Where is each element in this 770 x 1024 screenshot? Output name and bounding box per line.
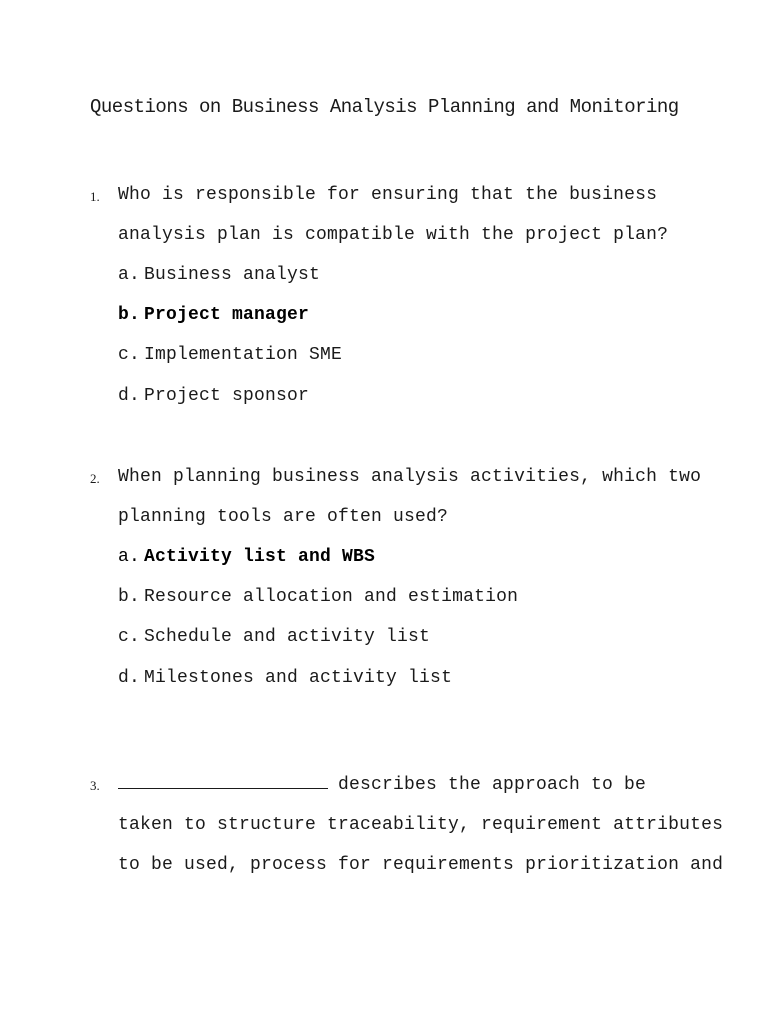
option-text: Schedule and activity list (144, 627, 431, 647)
option-text: Business analyst (144, 265, 321, 285)
question-text-line: to be used, process for requirements prioritization and (118, 855, 724, 875)
document-title: Questions on Business Analysis Planning and Monitoring (90, 96, 679, 118)
answer-option-a-correct (118, 545, 375, 569)
question-text-line: taken to structure traceability, requirement attributes (118, 815, 724, 835)
question-text-line: When planning business analysis activities, which two (118, 467, 702, 487)
question-text-line: planning tools are often used? (118, 507, 449, 527)
option-letter: c. (118, 627, 141, 647)
answer-option-d (118, 384, 309, 408)
answer-option-d (118, 666, 452, 690)
question-text-line: analysis plan is compatible with the project plan? (118, 225, 669, 245)
question-number: 2. (90, 471, 100, 486)
answer-option-a (118, 263, 320, 287)
option-text: Implementation SME (144, 345, 343, 365)
option-text: Project manager (144, 305, 310, 325)
question-text-line: Who is responsible for ensuring that the business (118, 185, 658, 205)
option-text: Resource allocation and estimation (144, 587, 519, 607)
option-letter: d. (118, 386, 141, 406)
question-text-line (118, 772, 646, 797)
option-text: Milestones and activity list (144, 668, 453, 688)
option-letter: d. (118, 668, 141, 688)
option-letter: c. (118, 345, 141, 365)
option-letter: b. (118, 587, 141, 607)
answer-option-b-correct (118, 303, 309, 327)
answer-option-c (118, 625, 430, 649)
option-letter: a. (118, 265, 141, 285)
question-number: 3. (90, 778, 100, 793)
fill-in-blank (118, 772, 328, 789)
option-letter: b. (118, 305, 141, 325)
answer-option-c (118, 343, 342, 367)
option-text: Activity list and WBS (144, 547, 376, 567)
option-letter: a. (118, 547, 141, 567)
option-text: Project sponsor (144, 386, 310, 406)
question-text-fragment: describes the approach to be (338, 775, 647, 795)
question-number: 1. (90, 189, 100, 204)
answer-option-b (118, 585, 518, 609)
